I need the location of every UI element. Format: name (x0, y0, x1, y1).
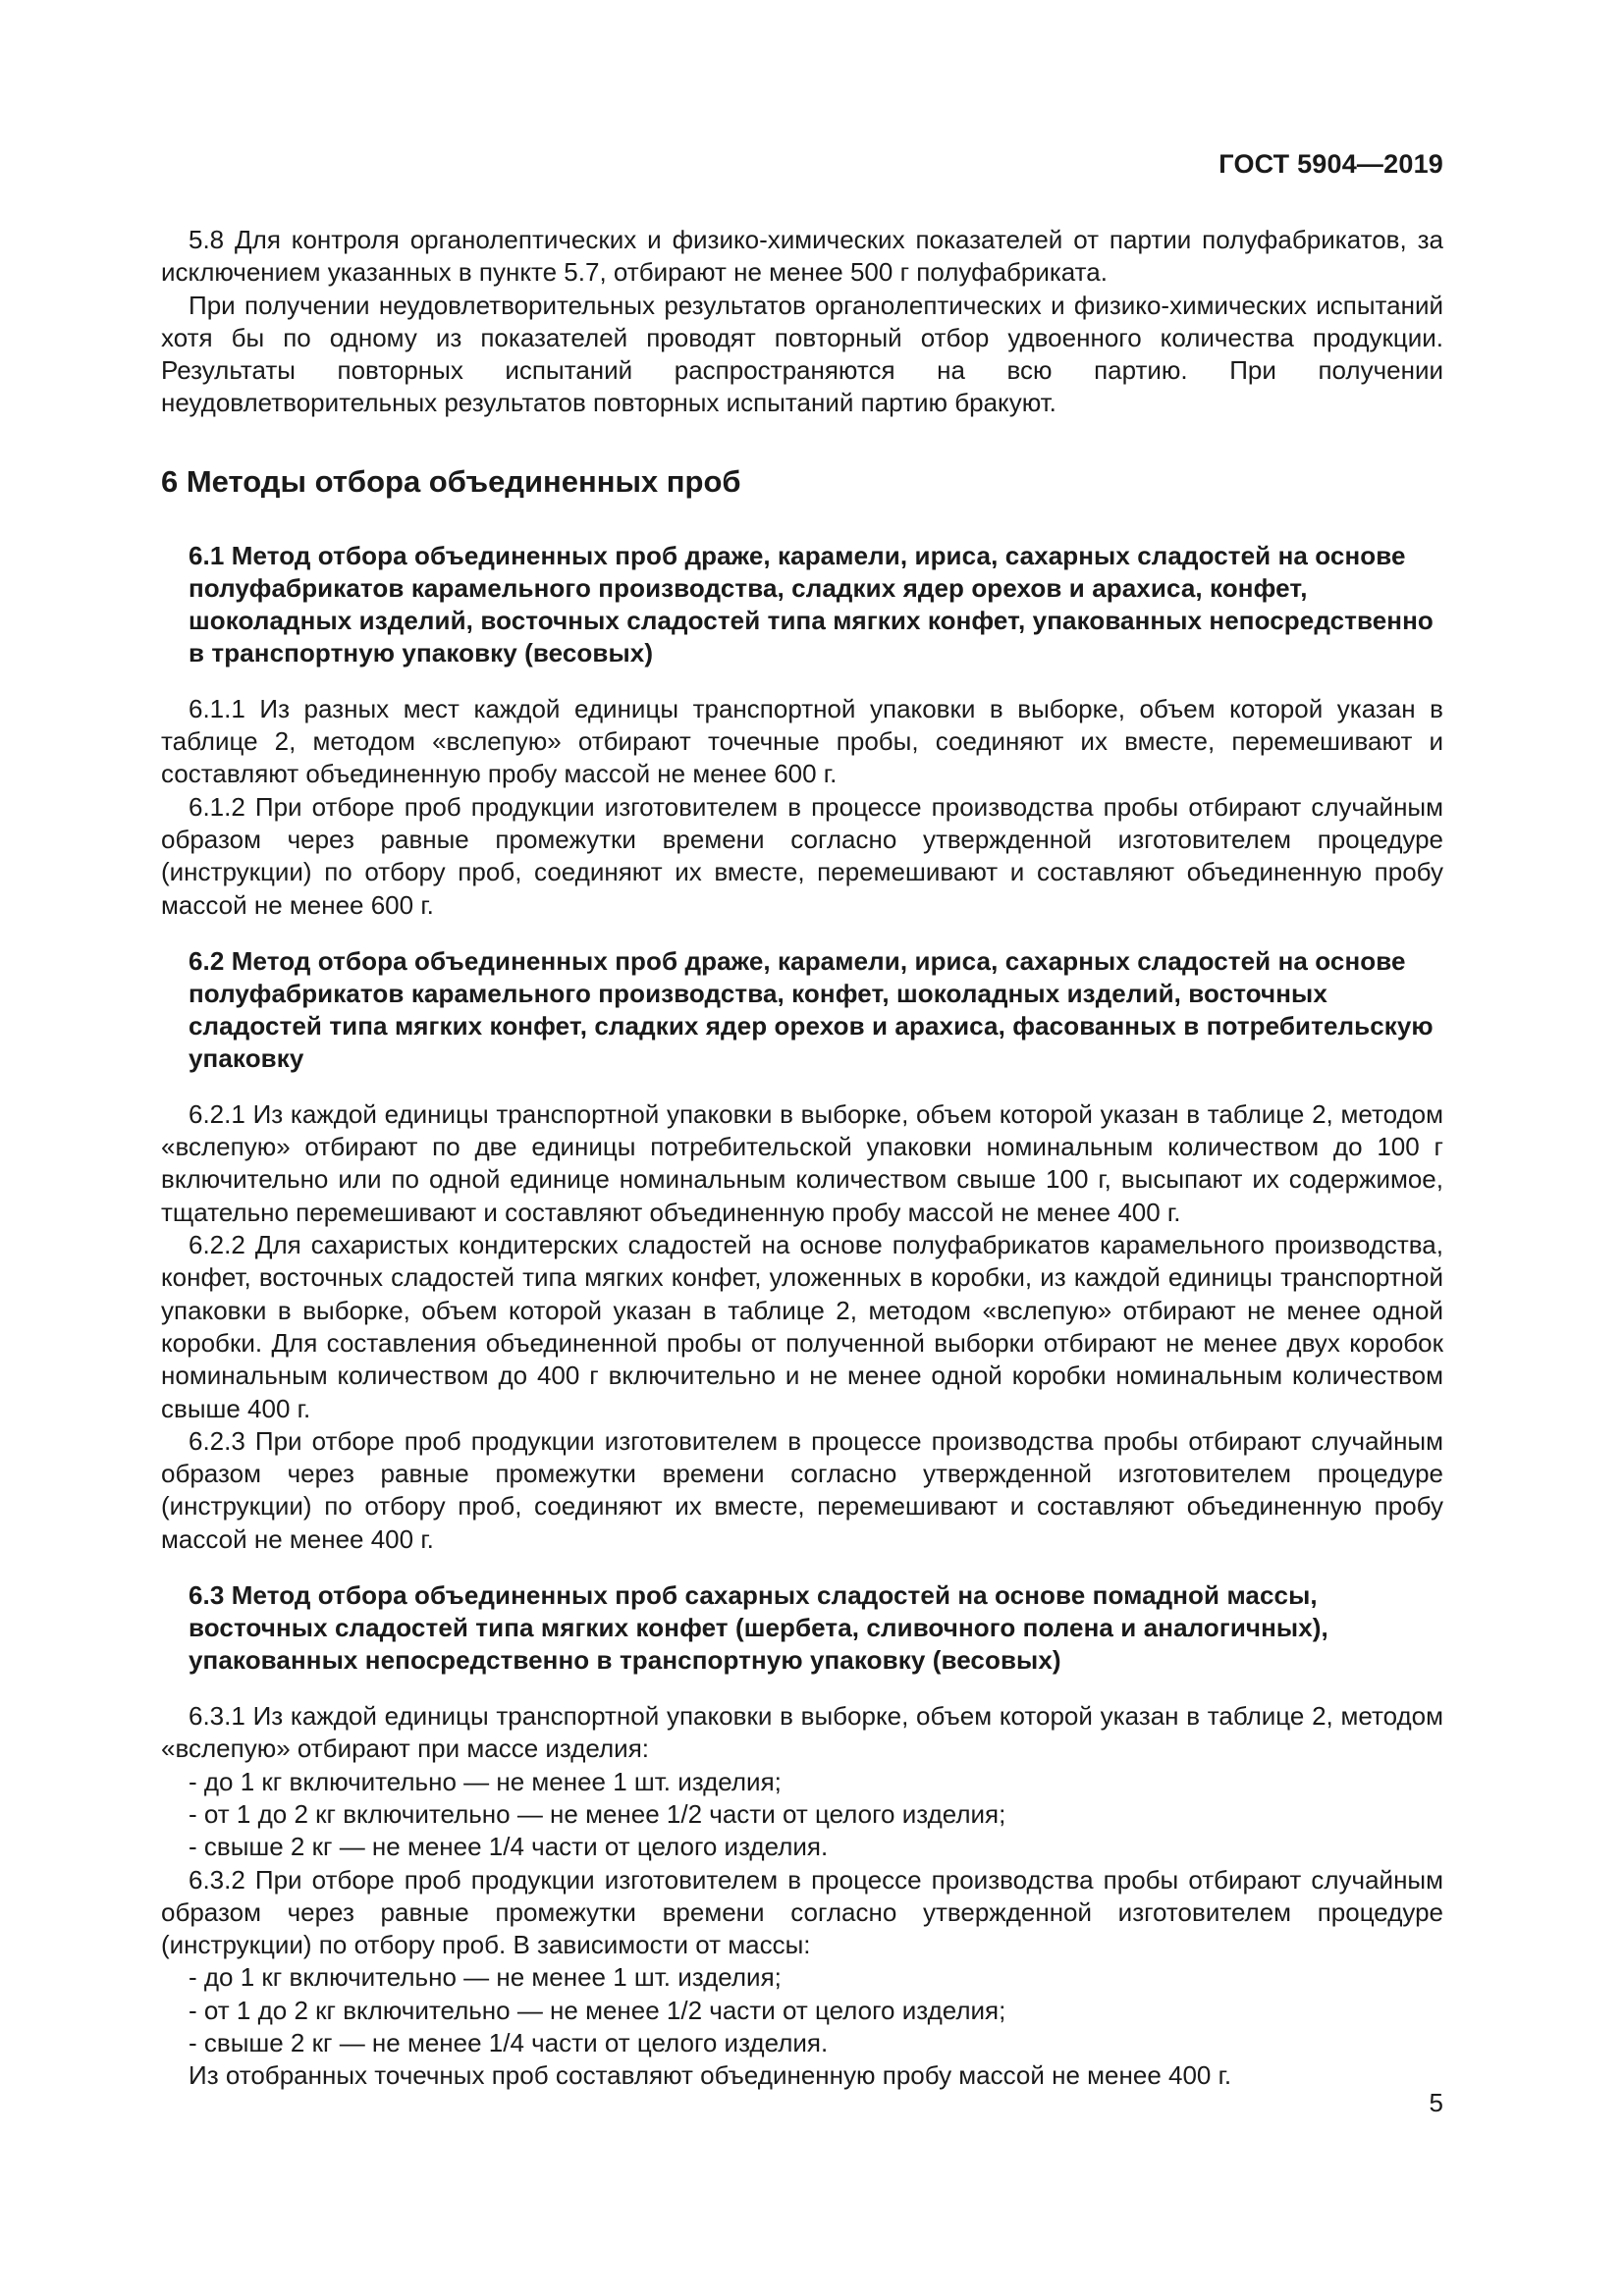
spacer (161, 669, 1443, 693)
subsection-6-1-title: 6.1 Метод отбора объединенных проб драже, карамели, ириса, сахарных сладостей на основе полуфабрикатов карамельного производства, сладких ядер орехов и арахиса, конфет, шоколадных изделий, восточных сладостей типа мягких конфет, упакованных непосредственно в транспортную упаковку (весовых) (189, 540, 1434, 667)
list-item: - от 1 до 2 кг включительно — не менее 1/2 части от целого изделия; (189, 1798, 1006, 1829)
spacer (161, 1075, 1443, 1098)
paragraph-6-2-3: 6.2.3 При отборе проб продукции изготовителем в процессе производства пробы отбирают случайным образом через равные промежутки времени согласно утвержденной изготовителем процедуре (инструкции) по отбору проб, соединяют их вместе, перемешивают и составляют объединенную пробу массой не менее 400 г. (161, 1425, 1443, 1554)
list-item: - до 1 кг включительно — не менее 1 шт. изделия; (189, 1962, 782, 1993)
paragraph-final: Из отобранных точечных проб составляют объединенную пробу массой не менее 400 г. (189, 2060, 1232, 2091)
paragraph-6-2-2: 6.2.2 Для сахаристых кондитерских сладостей на основе полуфабрикатов карамельного производства, конфет, восточных сладостей типа мягких конфет, уложенных в коробки, из каждой единицы транспортной упаковки в выборке, объем которой указан в таблице 2, методом «вслепую» отбирают не менее одной коробки. Для составления объединенной пробы от полученной выборки отбирают не менее двух коробок номинальным количеством до 400 г включительно и не менее одной коробки номинальным количеством свыше 400 г. (161, 1230, 1443, 1423)
section-6-title: 6 Методы отбора объединенных проб (161, 463, 741, 499)
paragraph-6-2-1: 6.2.1 Из каждой единицы транспортной упаковки в выборке, объем которой указан в таблице 2, методом «вслепую» отбирают по две единицы потребительской упаковки номинальным количеством до 100 г включительно или по одной единице номинальным количеством свыше 100 г, высыпают их содержимое, тщательно перемешивают и составляют объединенную пробу массой не менее 400 г. (161, 1098, 1443, 1227)
paragraph-6-1-1: 6.1.1 Из разных мест каждой единицы транспортной упаковки в выборке, объем которой указан в таблице 2, методом «вслепую» отбирают точечные пробы, соединяют их вместе, перемешивают и составляют объединенную пробу массой не менее 600 г. (161, 693, 1443, 789)
document-code-header: ГОСТ 5904—2019 (1218, 149, 1443, 179)
page-number: 5 (1429, 2088, 1443, 2117)
spacer (161, 1556, 1443, 1579)
list-item: - до 1 кг включительно — не менее 1 шт. изделия; (189, 1766, 782, 1796)
subsection-6-3-title: 6.3 Метод отбора объединенных проб сахарных сладостей на основе помадной массы, восточных сладостей типа мягких конфет (шербета, сливочного полена и аналогичных), упакованных непосредственно в транспортную упаковку (весовых) (189, 1580, 1328, 1676)
page-content (161, 224, 1443, 2093)
list-item: - свыше 2 кг — не менее 1/4 части от целого изделия. (189, 1832, 829, 1862)
paragraph-6-1-2: 6.1.2 При отборе проб продукции изготовителем в процессе производства пробы отбирают случайным образом через равные промежутки времени согласно утвержденной изготовителем процедуре (инструкции) по отбору проб, соединяют их вместе, перемешивают и составляют объединенную пробу массой не менее 600 г. (161, 791, 1443, 920)
paragraph-5-8: 5.8 Для контроля органолептических и физико-химических показателей от партии полуфабрикатов, за исключением указанных в пункте 5.7, отбирают не менее 500 г полуфабриката. (161, 225, 1443, 288)
list-item: - свыше 2 кг — не менее 1/4 части от целого изделия. (189, 2027, 829, 2057)
paragraph-6-3-1: 6.3.1 Из каждой единицы транспортной упаковки в выборке, объем которой указан в таблице 2, методом «вслепую» отбирают при массе изделия: (161, 1701, 1443, 1764)
list-item: - от 1 до 2 кг включительно — не менее 1/2 части от целого изделия; (189, 1995, 1006, 2025)
subsection-6-2-title: 6.2 Метод отбора объединенных проб драже, карамели, ириса, сахарных сладостей на основе полуфабрикатов карамельного производства, конфет, шоколадных изделий, восточных сладостей типа мягких конфет, сладких ядер орехов и арахиса, фасованных в потребительскую упаковку (189, 945, 1434, 1073)
spacer (161, 501, 1443, 540)
spacer (161, 922, 1443, 945)
spacer (161, 1677, 1443, 1700)
paragraph-retest: При получении неудовлетворительных результатов органолептических и физико-химических испытаний хотя бы по одному из показателей проводят повторный отбор удвоенного количества продукции. Результаты повторных испытаний распространяются на всю партию. При получении неудовлетворительных результатов повторных испытаний партию бракуют. (161, 290, 1443, 418)
paragraph-6-3-2: 6.3.2 При отборе проб продукции изготовителем в процессе производства пробы отбирают случайным образом через равные промежутки времени согласно утвержденной изготовителем процедуре (инструкции) по отбору проб. В зависимости от массы: (161, 1864, 1443, 1960)
